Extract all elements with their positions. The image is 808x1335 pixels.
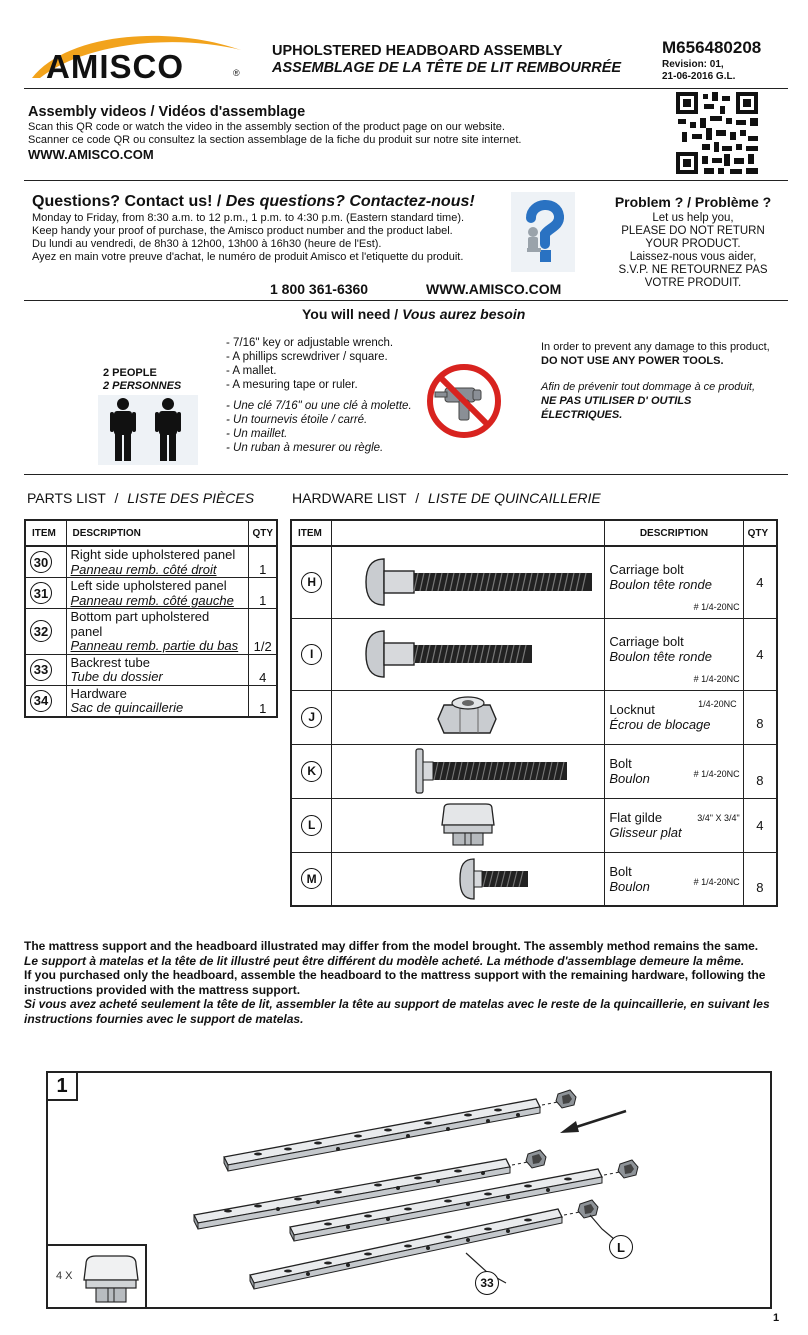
item-number: 31 [30,582,52,604]
carriage-bolt-icon [332,619,604,689]
item-number: 33 [30,659,52,681]
part-qty: 1 [249,685,277,717]
question-mark-figure-icon [511,192,575,272]
part-name-fr: Sac de quincaillerie [70,700,184,715]
videos-title: Assembly videos / Vidéos d'assemblage [28,104,306,120]
table-row [291,744,777,798]
part-name-fr: Tube du dossier [70,669,163,684]
qr-code[interactable] [676,92,758,174]
part-name-en: Right side upholstered panel [70,547,236,562]
need-title [302,306,525,322]
problem-line: VOTRE PRODUIT. [644,277,742,289]
tools-list-fr [226,399,412,455]
step-1-panel [46,1071,772,1309]
backrest-tube [250,1209,562,1289]
contact-hours-en: Monday to Friday, from 8:30 a.m. to 12 p.m., 1 p.m. to 4:30 p.m. (Eastern standard time). [32,212,465,224]
parts-list-title [27,490,254,506]
note-en-1: The mattress support and the headboard illustrated may differ from the model brought. The assembly method remains the same. [24,939,759,953]
contact-keep-en: Keep handy your proof of purchase, the Amisco product number and the product label. [32,225,453,237]
item-number: 34 [30,690,52,712]
hardware-title-sep: / [415,490,420,506]
hw-spec: 3/4" X 3/4" [697,812,740,823]
hw-name-fr: Boulon tête ronde [609,649,712,664]
hw-header-qty: QTY [743,520,777,546]
problem-box [600,194,786,290]
tool-item: - A phillips screwdriver / square. [226,351,388,363]
table-row [291,690,777,744]
parts-table [24,519,278,718]
hardware-title-fr: LISTE DE QUINCAILLERIE [428,490,601,506]
table-row [25,546,277,578]
hw-item-letter: M [301,868,322,889]
parts-title-fr: LISTE DES PIÈCES [127,490,255,506]
hw-name-fr: Boulon [609,878,650,894]
hw-name-fr: Boulon [609,771,650,786]
people-en: 2 PEOPLE [103,367,157,379]
hw-spec: # 1/4-20NC [693,673,740,684]
brand-name: AMISCO [46,48,184,85]
title-fr: ASSEMBLAGE DE LA TÊTE DE LIT REMBOURRÉE [272,60,622,76]
assembly-notes [24,939,794,1026]
carriage-bolt-long-icon [332,547,604,617]
problem-line: S.V.P. NE RETOURNEZ PAS [618,264,768,276]
hw-qty: 8 [743,690,777,744]
hw-item-letter: L [301,815,322,836]
part-name-fr: Panneau remb. côté droit [70,561,217,577]
hw-name-en: Bolt [609,863,632,879]
hw-name-en: Bolt [609,756,632,771]
parts-header-description: DESCRIPTION [66,520,249,546]
callout-glide: L [609,1235,633,1259]
tool-item: - Une clé 7/16" ou une clé à molette. [226,400,412,412]
part-name-en: Left side upholstered panel [70,578,227,593]
part-qty: 1/2 [249,609,277,655]
parts-title-sep: / [114,490,119,506]
hw-name-fr: Écrou de blocage [609,717,711,732]
no-power-tools-icon [425,362,503,440]
revision: Revision: 01, [662,59,724,70]
hw-item-letter: H [301,572,322,593]
warning-fr-2: NE PAS UTILISER D' OUTILS [541,395,692,407]
glide-qty-label: 4 X [56,1270,73,1282]
hw-item-letter: I [301,644,322,665]
contact-keep-fr: Ayez en main votre preuve d'achat, le numéro de produit Amisco et l'etiquette du produit. [32,251,464,263]
part-name-fr: Panneau remb. partie du bas [70,638,239,653]
tool-item: - Un maillet. [226,428,288,440]
tool-item: - Un ruban à mesurer ou règle. [226,442,384,454]
hw-qty: 4 [743,546,777,618]
hw-name-en: Carriage bolt [609,634,684,649]
hw-name-en: Carriage bolt [609,562,684,578]
title-en: UPHOLSTERED HEADBOARD ASSEMBLY [272,43,563,59]
table-row [25,609,277,655]
glide-quantity-inset [48,1244,147,1309]
registered-mark: ® [233,68,240,78]
model-number: M656480208 [662,38,762,57]
step-number: 1 [48,1073,78,1101]
hw-header-description: DESCRIPTION [605,520,743,546]
item-number: 32 [30,620,52,642]
bolt-short-icon [332,853,604,905]
contact-title-en: Questions? Contact us! / [32,193,226,210]
table-row [291,546,777,618]
warning-box [541,340,791,422]
tool-item: - A mallet. [226,365,277,377]
hw-spec: 1/4-20NC [698,698,737,709]
hw-qty: 8 [743,852,777,906]
hw-qty: 4 [743,618,777,690]
parts-header-item: ITEM [25,520,66,546]
part-name-en: Hardware [70,685,127,701]
flat-glide-icon [332,799,604,851]
problem-line: Let us help you, [652,212,734,224]
two-people-icon [98,395,198,465]
problem-line: YOUR PRODUCT. [645,238,741,250]
page-number: 1 [773,1312,780,1324]
flat-glide-icon [80,1250,142,1306]
videos-url[interactable]: WWW.AMISCO.COM [28,147,154,162]
table-row [25,578,277,609]
part-qty: 1 [249,578,277,609]
hw-spec: # 1/4-20NC [693,768,740,779]
hw-name-fr: Glisseur plat [609,825,682,840]
videos-line-fr: Scanner ce code QR ou consultez la section assemblage de la fiche du produit sur notre site internet. [28,134,522,146]
warning-fr-3: ÉLECTRIQUES. [541,409,623,421]
table-row [291,798,777,852]
phone-number[interactable]: 1 800 361-6360 [270,281,369,297]
part-name-en: Backrest tube [70,654,150,670]
part-qty: 4 [249,654,277,685]
contact-title [32,193,475,211]
table-row [291,852,777,906]
note-en-2: If you purchased only the headboard, assemble the headboard to the mattress support with the remaining hardware, following the instructions provided with the mattress support. [24,968,766,997]
need-title-en: You will need / [302,306,403,322]
hardware-table [290,519,778,907]
hw-qty: 4 [743,798,777,852]
people-fr: 2 PERSONNES [103,380,182,392]
need-title-fr: Vous aurez besoin [402,306,526,322]
tools-list-en [226,336,393,392]
parts-title-en: PARTS LIST [27,490,106,506]
hw-name-en: Flat gilde [609,810,663,825]
contact-url[interactable]: WWW.AMISCO.COM [426,281,562,297]
tool-item: - A mesuring tape or ruler. [226,379,358,391]
warning-en-2: DO NOT USE ANY POWER TOOLS. [541,355,724,367]
item-number: 30 [30,551,52,573]
backrest-tube [224,1099,540,1171]
hardware-list-title [292,490,601,506]
table-row [25,685,277,717]
part-name-fr: Panneau remb. côté gauche [70,592,234,608]
note-fr-2: Si vous avez acheté seulement la tête de lit, assembler la tête au support de matelas avec le reste de la quincaillerie, en suivant les instructions fournies avec le support de matelas. [24,997,770,1026]
step-1-illustration [188,1077,768,1307]
hw-item-letter: J [301,707,322,728]
problem-line: Laissez-nous vous aider, [629,251,757,263]
contact-title-fr: Des questions? Contactez-nous! [225,193,475,210]
warning-en-1: In order to prevent any damage to this product, [541,341,770,353]
hw-header-item: ITEM [291,520,332,546]
hw-spec: # 1/4-20NC [693,876,740,887]
tool-item: - Un tournevis étoile / carré. [226,414,368,426]
contact-hours-fr: Du lundi au vendredi, de 8h30 à 12h00, 13h00 à 16h30 (heure de l'Est). [32,238,382,250]
warning-fr-1: Afin de prévenir tout dommage à ce produit, [541,381,756,393]
part-name-en: Bottom part upholstered panel [70,609,210,639]
hw-name-fr: Boulon tête ronde [609,577,712,593]
hw-name-en: Locknut [609,702,655,717]
hw-item-letter: K [301,761,322,782]
bolt-long-icon [332,745,604,797]
revision-date: 21-06-2016 G.L. [662,71,736,82]
hw-spec: # 1/4-20NC [693,601,740,612]
problem-line: PLEASE DO NOT RETURN [621,225,765,237]
table-row [25,654,277,685]
callout-tube: 33 [475,1271,499,1295]
hardware-title-en: HARDWARE LIST [292,490,407,506]
tool-item: - 7/16" key or adjustable wrench. [226,337,394,349]
table-row [291,618,777,690]
problem-title: Problem ? / Problème ? [614,194,772,210]
hw-qty: 8 [743,744,777,798]
note-fr-1: Le support à matelas et la tête de lit illustré peut être différent du modèle acheté. La méthode d'assemblage demeure la même. [24,953,745,968]
parts-header-qty: QTY [249,520,277,546]
locknut-icon [332,691,604,743]
videos-line-en: Scan this QR code or watch the video in the assembly section of the product page on our website. [28,121,505,133]
part-qty: 1 [249,546,277,578]
